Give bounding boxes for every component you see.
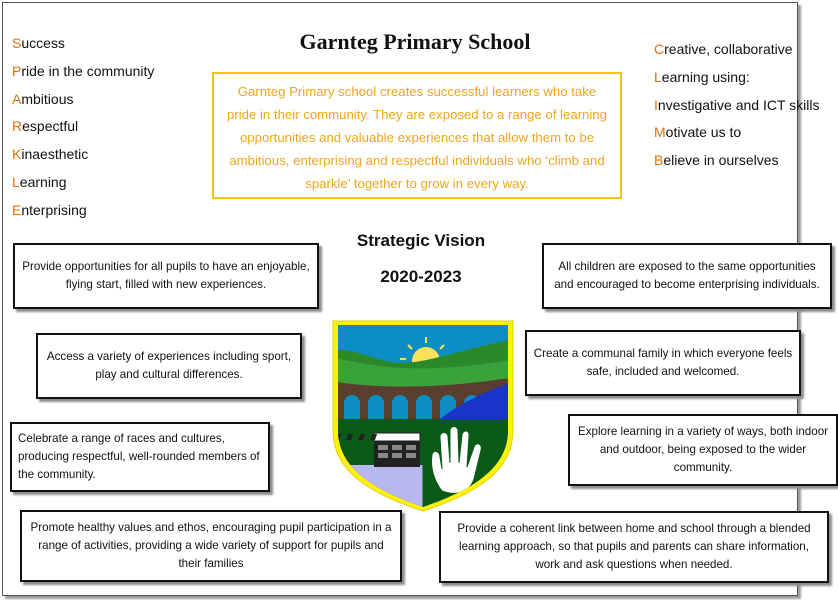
vision-heading: Strategic Vision: [356, 231, 486, 250]
acrostic-line: [654, 92, 819, 120]
vision-box-text: Provide opportunities for all pupils to have an enjoyable, flying start, filled with new experiences.: [22, 260, 310, 291]
school-title: Garnteg Primary School: [299, 29, 531, 54]
acrostic-word: earning: [19, 173, 67, 190]
acrostic-initial: A: [12, 90, 22, 107]
acrostic-word: nterprising: [21, 201, 87, 218]
vision-box: [568, 414, 838, 486]
vision-box-text: Access a variety of experiences including sport, play and cultural differences.: [46, 350, 292, 381]
acrostic-word: elieve in ourselves: [663, 152, 779, 169]
acrostic-word: nvestigative and ICT skills: [657, 96, 820, 113]
acrostic-word: uccess: [21, 35, 65, 51]
acrostic-word: ride in the community: [21, 62, 155, 79]
vision-box-text: Provide a coherent link between home and school through a blended learning approach, so that pupils and parents can share information, work and ask questions when needed.: [457, 522, 811, 571]
intro-text: Garnteg Primary school creates successful learners who take pride in their community. They are exposed to a range of learning opportunities and valuable experiences that allow them to be ambitious, enterprising and respectful individuals who ‘climb and sparkle’ together to grow in every way.: [227, 84, 607, 191]
intro-statement: [212, 72, 622, 199]
acrostic-line: [12, 113, 154, 141]
acrostic-word: espectful: [22, 118, 79, 135]
vision-box-text: Promote healthy values and ethos, encouraging pupil participation in a range of activities, providing a wide variety of support for pupils and their families: [30, 521, 392, 570]
vision-box-text: All children are exposed to the same opportunities and encouraged to become enterprising individuals.: [554, 260, 820, 291]
acrostic-initial: L: [654, 68, 662, 85]
acrostic-initial: C: [654, 41, 665, 57]
school-crest: [330, 319, 516, 511]
acrostic-initial: P: [12, 62, 22, 79]
vision-box: [439, 511, 829, 583]
acrostic-initial: L: [12, 173, 20, 190]
vision-box-text: Create a communal family in which everyone feels safe, included and welcomed.: [533, 347, 793, 378]
acrostic-initial: I: [654, 96, 658, 113]
sparkle-acrostic: [12, 30, 154, 225]
acrostic-line: [12, 30, 154, 58]
acrostic-line: [12, 86, 154, 114]
vision-box: [525, 330, 801, 396]
acrostic-initial: K: [12, 146, 22, 163]
acrostic-initial: B: [654, 152, 664, 169]
poster: [2, 2, 829, 596]
acrostic-word: earning using:: [661, 68, 750, 85]
acrostic-initial: R: [12, 118, 23, 135]
vision-box: [542, 243, 832, 309]
vision-box-text: Explore learning in a variety of ways, both indoor and outdoor, being exposed to the wider community.: [577, 425, 829, 474]
acrostic-line: [12, 197, 154, 225]
acrostic-line: [12, 169, 154, 197]
acrostic-word: otivate us to: [665, 124, 742, 141]
vision-box: [13, 243, 319, 309]
acrostic-line: [654, 119, 819, 147]
acrostic-word: reative, collaborative: [664, 41, 793, 57]
vision-box: [36, 333, 302, 399]
climb-acrostic: [654, 36, 819, 175]
vision-box: [20, 510, 402, 582]
acrostic-initial: M: [654, 124, 666, 141]
acrostic-line: [654, 147, 819, 175]
vision-box: [10, 422, 270, 492]
acrostic-line: [654, 36, 819, 64]
acrostic-initial: E: [12, 201, 22, 218]
acrostic-initial: S: [12, 35, 22, 51]
acrostic-word: mbitious: [21, 90, 74, 107]
acrostic-line: [12, 141, 154, 169]
vision-years: 2020-2023: [380, 267, 462, 286]
acrostic-word: inaesthetic: [21, 146, 89, 163]
vision-box-text: Celebrate a range of races and cultures, producing respectful, well-rounded members of the community.: [18, 432, 260, 481]
acrostic-line: [654, 64, 819, 92]
acrostic-line: [12, 58, 154, 86]
